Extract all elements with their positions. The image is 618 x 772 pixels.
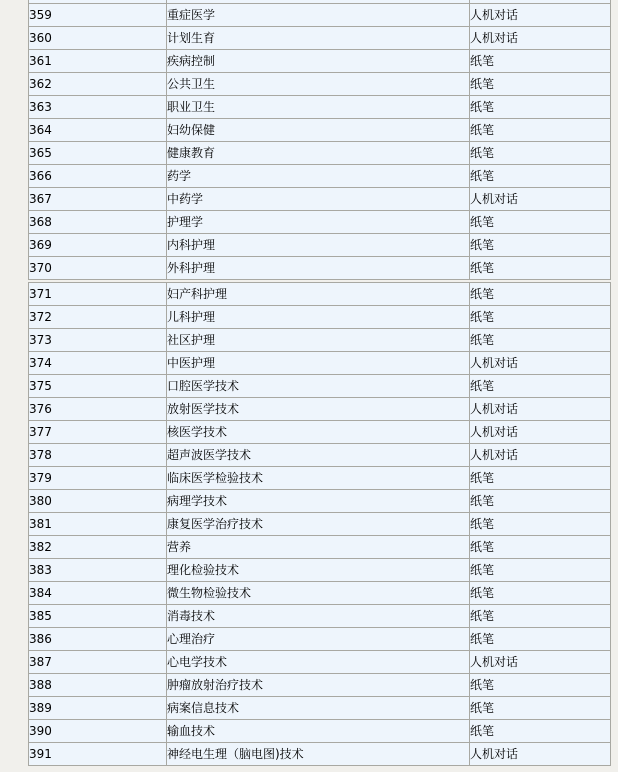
subject-name: 病理学技术 bbox=[167, 490, 470, 513]
table-row bbox=[29, 467, 611, 490]
table-row bbox=[29, 119, 611, 142]
subject-name: 儿科护理 bbox=[167, 306, 470, 329]
table-row bbox=[29, 536, 611, 559]
subject-name: 心理治疗 bbox=[167, 628, 470, 651]
exam-mode: 纸笔 bbox=[470, 605, 611, 628]
subject-name: 护理学 bbox=[167, 211, 470, 234]
table-row bbox=[29, 188, 611, 211]
code-number: 378 bbox=[29, 444, 167, 467]
table-row bbox=[29, 257, 611, 280]
exam-mode: 纸笔 bbox=[470, 257, 611, 280]
table-row bbox=[29, 142, 611, 165]
table-row bbox=[29, 27, 611, 50]
code-number: 376 bbox=[29, 398, 167, 421]
exam-mode: 人机对话 bbox=[470, 743, 611, 766]
table-row bbox=[29, 651, 611, 674]
exam-mode: 纸笔 bbox=[470, 375, 611, 398]
code-number: 368 bbox=[29, 211, 167, 234]
code-number: 380 bbox=[29, 490, 167, 513]
code-number: 360 bbox=[29, 27, 167, 50]
exam-table-lower bbox=[28, 282, 611, 766]
subject-name: 计划生育 bbox=[167, 27, 470, 50]
exam-mode: 人机对话 bbox=[470, 4, 611, 27]
code-number: 387 bbox=[29, 651, 167, 674]
subject-name: 营养 bbox=[167, 536, 470, 559]
exam-mode: 纸笔 bbox=[470, 536, 611, 559]
table-row bbox=[29, 4, 611, 27]
exam-mode: 纸笔 bbox=[470, 697, 611, 720]
subject-name: 病案信息技术 bbox=[167, 697, 470, 720]
subject-name: 疾病控制 bbox=[167, 50, 470, 73]
subject-name: 口腔医学技术 bbox=[167, 375, 470, 398]
exam-mode: 纸笔 bbox=[470, 559, 611, 582]
table-row bbox=[29, 329, 611, 352]
exam-mode: 人机对话 bbox=[470, 444, 611, 467]
exam-mode: 纸笔 bbox=[470, 329, 611, 352]
code-number: 374 bbox=[29, 352, 167, 375]
exam-mode: 纸笔 bbox=[470, 96, 611, 119]
code-number: 367 bbox=[29, 188, 167, 211]
code-number: 383 bbox=[29, 559, 167, 582]
table-row bbox=[29, 96, 611, 119]
subject-name: 妇产科护理 bbox=[167, 283, 470, 306]
table-row bbox=[29, 306, 611, 329]
subject-name: 康复医学治疗技术 bbox=[167, 513, 470, 536]
subject-name: 微生物检验技术 bbox=[167, 582, 470, 605]
code-number: 377 bbox=[29, 421, 167, 444]
exam-mode: 纸笔 bbox=[470, 211, 611, 234]
subject-name: 公共卫生 bbox=[167, 73, 470, 96]
code-number: 363 bbox=[29, 96, 167, 119]
code-number: 375 bbox=[29, 375, 167, 398]
code-number: 364 bbox=[29, 119, 167, 142]
table-row bbox=[29, 211, 611, 234]
table-row bbox=[29, 628, 611, 651]
code-number: 366 bbox=[29, 165, 167, 188]
subject-name: 健康教育 bbox=[167, 142, 470, 165]
code-number: 371 bbox=[29, 283, 167, 306]
exam-mode: 人机对话 bbox=[470, 398, 611, 421]
code-number: 361 bbox=[29, 50, 167, 73]
subject-name: 社区护理 bbox=[167, 329, 470, 352]
subject-name: 外科护理 bbox=[167, 257, 470, 280]
code-number: 369 bbox=[29, 234, 167, 257]
table-row bbox=[29, 605, 611, 628]
table-row bbox=[29, 73, 611, 96]
subject-name: 输血技术 bbox=[167, 720, 470, 743]
subject-name: 神经电生理（脑电图)技术 bbox=[167, 743, 470, 766]
code-number: 385 bbox=[29, 605, 167, 628]
code-number: 372 bbox=[29, 306, 167, 329]
exam-mode: 人机对话 bbox=[470, 27, 611, 50]
table-row bbox=[29, 444, 611, 467]
code-number: 384 bbox=[29, 582, 167, 605]
exam-table-upper bbox=[28, 0, 611, 280]
code-number: 379 bbox=[29, 467, 167, 490]
subject-name: 重症医学 bbox=[167, 4, 470, 27]
table-row bbox=[29, 743, 611, 766]
exam-mode: 人机对话 bbox=[470, 651, 611, 674]
subject-name: 核医学技术 bbox=[167, 421, 470, 444]
table-row bbox=[29, 559, 611, 582]
code-number: 359 bbox=[29, 4, 167, 27]
exam-mode: 纸笔 bbox=[470, 142, 611, 165]
exam-mode: 人机对话 bbox=[470, 188, 611, 211]
exam-mode: 纸笔 bbox=[470, 119, 611, 142]
code-number: 362 bbox=[29, 73, 167, 96]
code-number: 370 bbox=[29, 257, 167, 280]
subject-name: 放射医学技术 bbox=[167, 398, 470, 421]
table-row bbox=[29, 165, 611, 188]
code-number: 388 bbox=[29, 674, 167, 697]
exam-mode: 纸笔 bbox=[470, 165, 611, 188]
code-number: 390 bbox=[29, 720, 167, 743]
subject-name: 肿瘤放射治疗技术 bbox=[167, 674, 470, 697]
table-row bbox=[29, 490, 611, 513]
table-row bbox=[29, 720, 611, 743]
table-row bbox=[29, 375, 611, 398]
subject-name: 妇幼保健 bbox=[167, 119, 470, 142]
subject-name: 临床医学检验技术 bbox=[167, 467, 470, 490]
subject-name: 中药学 bbox=[167, 188, 470, 211]
subject-name: 消毒技术 bbox=[167, 605, 470, 628]
exam-mode: 纸笔 bbox=[470, 490, 611, 513]
code-number: 373 bbox=[29, 329, 167, 352]
table-row bbox=[29, 674, 611, 697]
code-number: 389 bbox=[29, 697, 167, 720]
exam-mode: 纸笔 bbox=[470, 234, 611, 257]
table-row bbox=[29, 50, 611, 73]
table-row bbox=[29, 283, 611, 306]
subject-name: 超声波医学技术 bbox=[167, 444, 470, 467]
exam-mode: 人机对话 bbox=[470, 421, 611, 444]
table-row bbox=[29, 421, 611, 444]
subject-name: 职业卫生 bbox=[167, 96, 470, 119]
exam-mode: 纸笔 bbox=[470, 306, 611, 329]
exam-mode: 纸笔 bbox=[470, 50, 611, 73]
exam-mode: 纸笔 bbox=[470, 628, 611, 651]
code-number: 386 bbox=[29, 628, 167, 651]
subject-name: 中医护理 bbox=[167, 352, 470, 375]
exam-mode: 纸笔 bbox=[470, 513, 611, 536]
table-row bbox=[29, 697, 611, 720]
code-number: 391 bbox=[29, 743, 167, 766]
subject-name: 理化检验技术 bbox=[167, 559, 470, 582]
table-row bbox=[29, 513, 611, 536]
exam-subject-tables bbox=[28, 0, 611, 766]
table-row bbox=[29, 582, 611, 605]
subject-name: 心电学技术 bbox=[167, 651, 470, 674]
table-row bbox=[29, 398, 611, 421]
table-row bbox=[29, 352, 611, 375]
exam-mode: 纸笔 bbox=[470, 720, 611, 743]
subject-name: 内科护理 bbox=[167, 234, 470, 257]
exam-mode: 纸笔 bbox=[470, 283, 611, 306]
exam-mode: 人机对话 bbox=[470, 352, 611, 375]
code-number: 365 bbox=[29, 142, 167, 165]
exam-mode: 纸笔 bbox=[470, 467, 611, 490]
exam-mode: 纸笔 bbox=[470, 674, 611, 697]
code-number: 382 bbox=[29, 536, 167, 559]
exam-mode: 纸笔 bbox=[470, 582, 611, 605]
code-number: 381 bbox=[29, 513, 167, 536]
table-row bbox=[29, 234, 611, 257]
exam-mode: 纸笔 bbox=[470, 73, 611, 96]
subject-name: 药学 bbox=[167, 165, 470, 188]
